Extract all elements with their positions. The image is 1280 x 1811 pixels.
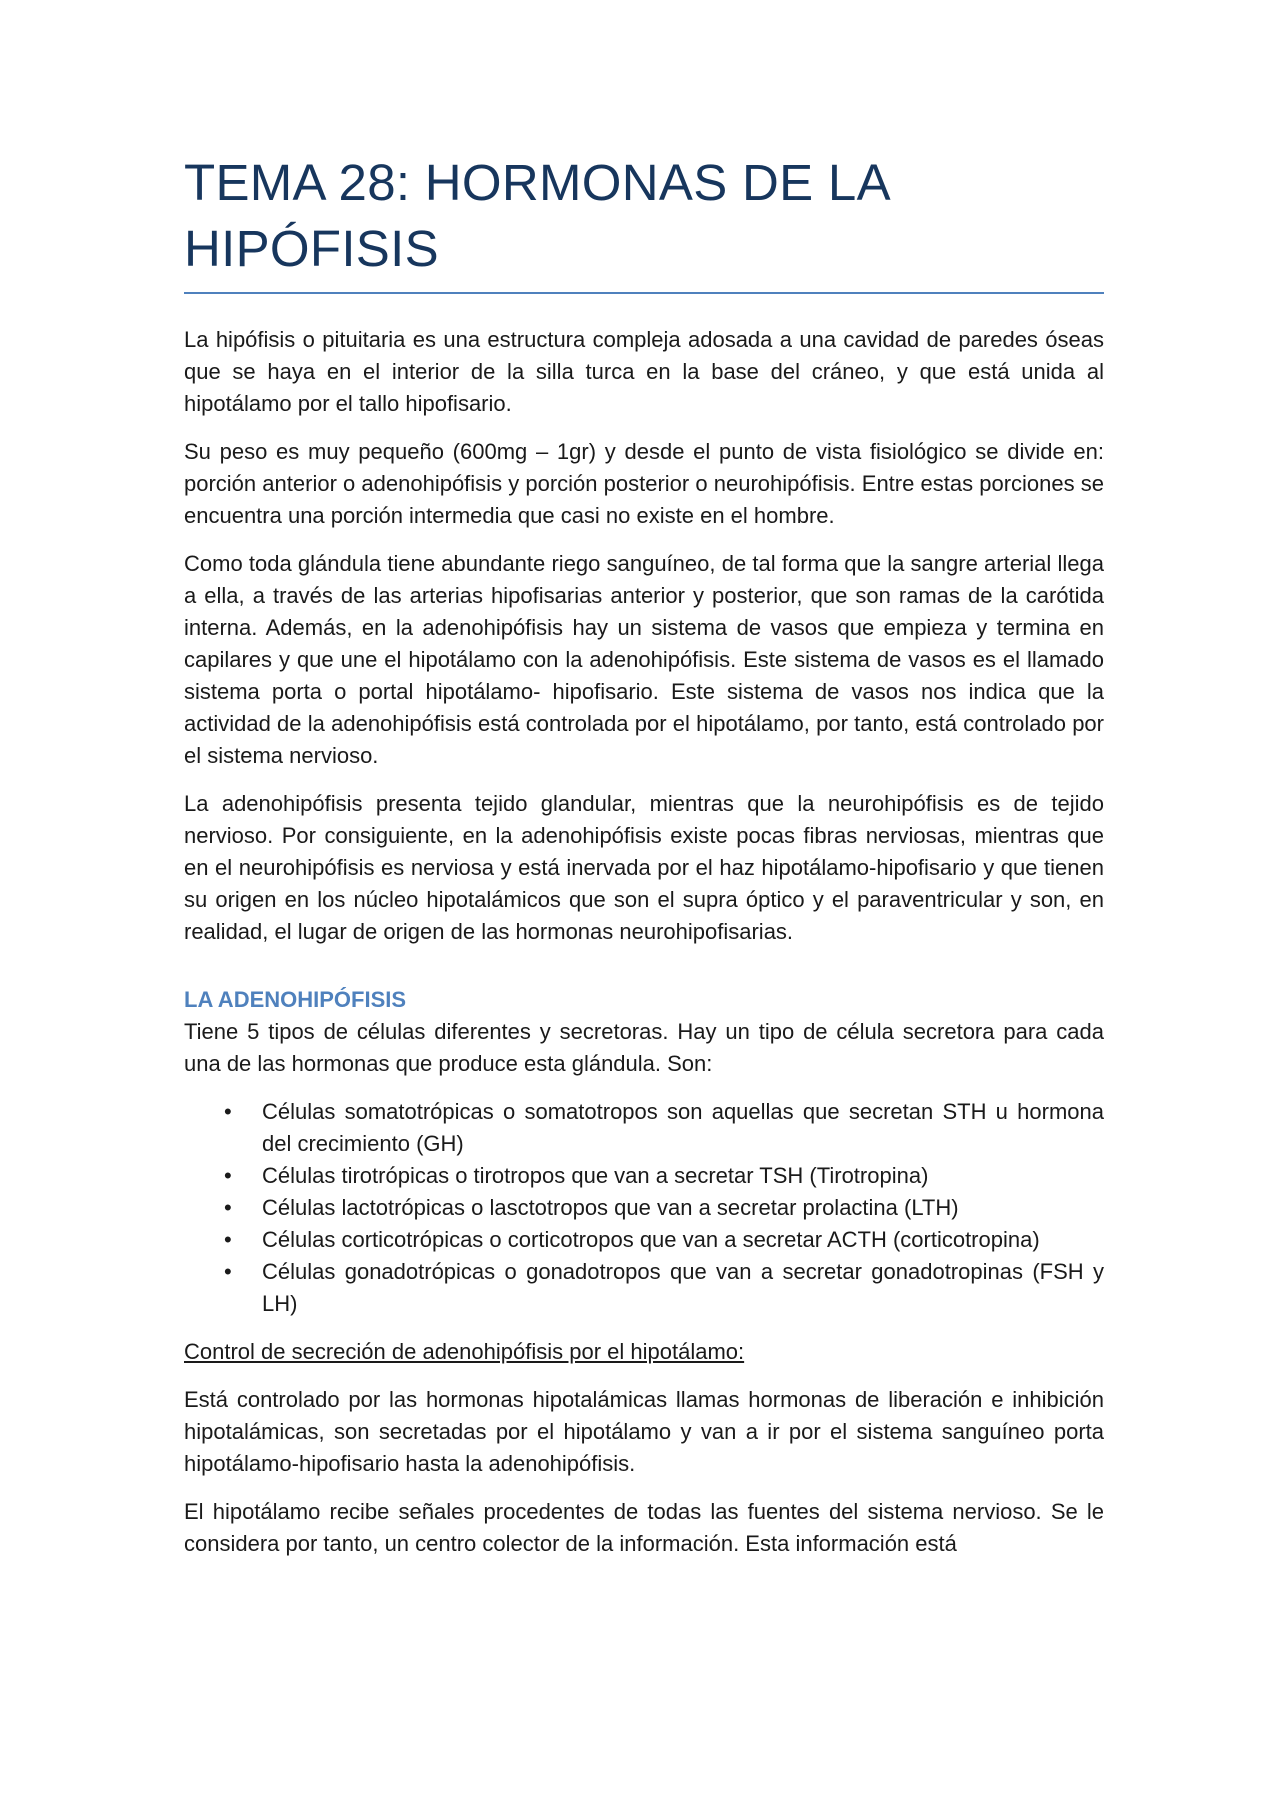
control-paragraph-2: El hipotálamo recibe señales procedentes de todas las fuentes del sistema nervioso. Se le considera por tanto, un centro colector de la información. Esta información está <box>184 1499 1104 1556</box>
section-lead: Tiene 5 tipos de células diferentes y secretoras. Hay un tipo de célula secretora para cada una de las hormonas que produce esta glándula. Son: <box>184 1019 1104 1076</box>
list-item-text: Células somatotrópicas o somatotropos son aquellas que secretan STH u hormona del crecimiento (GH) <box>262 1099 1104 1156</box>
list-item <box>184 1160 1104 1192</box>
bullet-icon: • <box>224 1099 232 1124</box>
page-title: TEMA 28: HORMONAS DE LA HIPÓFISIS <box>184 154 889 277</box>
intro-paragraph-1: La hipófisis o pituitaria es una estructura compleja adosada a una cavidad de paredes óseas que se haya en el interior de la silla turca en la base del cráneo, y que está unida al hipotálamo por el tallo hipofisario. <box>184 327 1104 416</box>
cell-types-list <box>184 1096 1104 1320</box>
list-item <box>184 1256 1104 1320</box>
list-item-text: Células lactotrópicas o lasctotropos que van a secretar prolactina (LTH) <box>262 1195 959 1220</box>
list-item-text: Células corticotrópicas o corticotropos que van a secretar ACTH (corticotropina) <box>262 1227 1040 1252</box>
title-underline <box>184 292 1104 294</box>
intro-paragraph-3: Como toda glándula tiene abundante riego sanguíneo, de tal forma que la sangre arterial llega a ella, a través de las arterias hipofisarias anterior y posterior, que son ramas de la carótida interna. Además, en la adenohipófisis hay un sistema de vasos que empieza y termina en capilares y que une el hipotálamo con la adenohipófisis. Este sistema de vasos es el llamado sistema porta o portal hipotálamo- hipofisario. Este sistema de vasos nos indica que la actividad de la adenohipófisis está controlada por el hipotálamo, por tanto, está controlado por el sistema nervioso. <box>184 551 1104 768</box>
bullet-icon: • <box>224 1195 232 1220</box>
section-heading: LA ADENOHIPÓFISIS <box>184 987 407 1012</box>
list-item-text: Células tirotrópicas o tirotropos que van a secretar TSH (Tirotropina) <box>262 1163 929 1188</box>
list-item <box>184 1192 1104 1224</box>
list-item-text: Células gonadotrópicas o gonadotropos que van a secretar gonadotropinas (FSH y LH) <box>262 1259 1104 1316</box>
bullet-icon: • <box>224 1259 232 1284</box>
control-paragraph-1: Está controlado por las hormonas hipotalámicas llamas hormonas de liberación e inhibición hipotalámicas, son secretadas por el hipotálamo y van a ir por el sistema sanguíneo porta hipotálamo-hipofisario hasta la adenohipófisis. <box>184 1387 1104 1476</box>
bullet-icon: • <box>224 1163 232 1188</box>
intro-paragraph-4: La adenohipófisis presenta tejido glandular, mientras que la neurohipófisis es de tejido nervioso. Por consiguiente, en la adenohipófisis existe pocas fibras nerviosas, mientras que en el neurohipófisis es nerviosa y está inervada por el haz hipotálamo-hipofisario y que tienen su origen en los núcleo hipotalámicos que son el supra óptico y el paraventricular y son, en realidad, el lugar de origen de las hormonas neurohipofisarias. <box>184 791 1104 944</box>
control-subheading: Control de secreción de adenohipófisis por el hipotálamo: <box>184 1339 745 1364</box>
intro-paragraph-2: Su peso es muy pequeño (600mg – 1gr) y desde el punto de vista fisiológico se divide en: porción anterior o adenohipófisis y porción posterior o neurohipófisis. Entre estas porciones se encuentra una porción intermedia que casi no existe en el hombre. <box>184 439 1104 528</box>
bullet-icon: • <box>224 1227 232 1252</box>
list-item <box>184 1096 1104 1160</box>
list-item <box>184 1224 1104 1256</box>
document-page <box>184 150 1104 1576</box>
